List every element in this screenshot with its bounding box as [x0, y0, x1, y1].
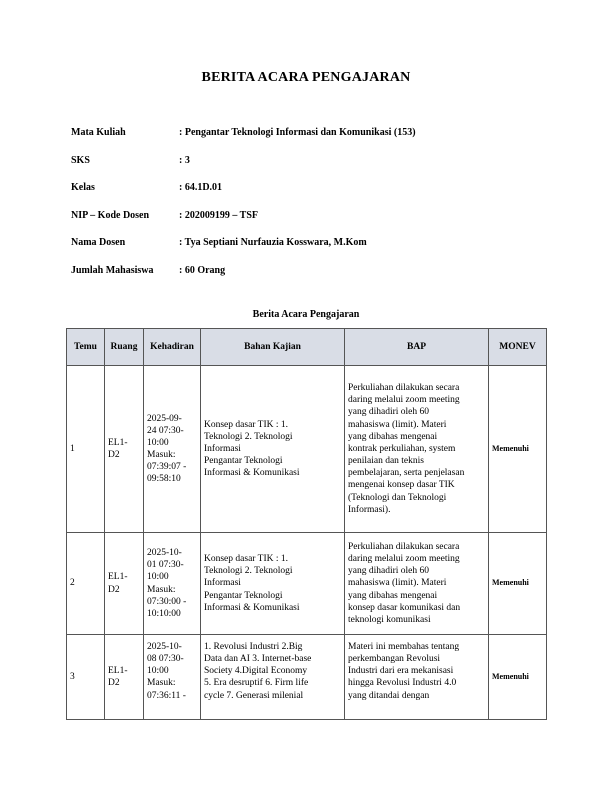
cell-line: daring melalui zoom meeting — [348, 395, 460, 406]
cell-line: Informasi — [204, 443, 241, 454]
cell-line: Informasi & Komunikasi — [204, 468, 300, 479]
cell-line: Materi ini membahas tentang — [348, 642, 460, 652]
cell-line: 01 07:30- — [147, 560, 184, 571]
info-row-class — [71, 182, 416, 210]
cell-line: 07:39:07 - — [147, 462, 187, 473]
cell-line: D2 — [108, 584, 120, 595]
cell-bap — [345, 366, 489, 533]
info-value: : Pengantar Teknologi Informasi dan Komunikasi (153) — [179, 127, 416, 138]
cell-bahan-kajian — [201, 366, 345, 533]
cell-bap — [345, 533, 489, 635]
info-row-nip — [71, 210, 416, 238]
cell-line: 5. Era desruptif 6. Firm life — [204, 678, 309, 689]
header-bap: BAP — [345, 329, 489, 366]
cell-kehadiran — [144, 533, 201, 635]
info-row-course — [71, 127, 416, 155]
teaching-record-table — [66, 328, 547, 720]
cell-line: hingga Revolusi Industri 4.0 — [348, 678, 457, 689]
table-row — [67, 635, 547, 720]
cell-line: Masuk: — [147, 584, 176, 595]
info-row-sks — [71, 155, 416, 183]
info-row-lecturer — [71, 237, 416, 265]
header-monev: MONEV — [489, 329, 547, 366]
info-value: : 64.1D.01 — [179, 182, 223, 194]
table-caption: Berita Acara Pengajaran — [252, 309, 360, 320]
cell-line: Industri dari era mekanisasi — [348, 666, 454, 677]
info-label: Mata Kuliah — [71, 127, 126, 138]
cell-line: yang dihadiri oleh 60 — [348, 407, 429, 418]
cell-ruang — [105, 635, 144, 720]
cell-line: 2025-10- — [147, 548, 182, 559]
cell-temu: 1 — [67, 366, 105, 533]
table-header-row — [67, 329, 547, 366]
cell-line: 10:00 — [147, 437, 169, 448]
cell-line: mengenai konsep dasar TIK — [348, 480, 455, 491]
info-row-students — [71, 265, 416, 293]
cell-line: Perkuliahan dilakukan secara — [348, 541, 460, 552]
cell-line: EL1- — [108, 437, 128, 448]
cell-line: D2 — [108, 678, 120, 688]
cell-line: kontrak perkuliahan, system — [348, 443, 456, 454]
cell-line: teknologi komunikasi — [348, 614, 431, 625]
info-label: NIP – Kode Dosen — [71, 209, 150, 221]
cell-line: Konsep dasar TIK : 1. — [204, 554, 288, 565]
cell-line: Informasi). — [348, 504, 391, 515]
cell-line: Konsep dasar TIK : 1. — [204, 419, 288, 430]
cell-temu: 2 — [67, 533, 105, 635]
course-info — [71, 127, 416, 293]
cell-line: Teknologi 2. Teknologi — [204, 431, 293, 442]
cell-line: (Teknologi dan Teknologi — [348, 492, 447, 503]
table-row — [67, 366, 547, 533]
page-title: BERITA ACARA PENGAJARAN — [201, 70, 411, 85]
cell-line: yang dihadiri oleh 60 — [348, 566, 429, 577]
cell-line: Pengantar Teknologi — [204, 590, 283, 601]
info-label: SKS — [71, 154, 90, 166]
table-row — [67, 533, 547, 635]
cell-line: pembelajaran, serta penjelasan — [348, 468, 465, 479]
info-value: : 3 — [179, 154, 190, 166]
cell-line: Masuk: — [147, 678, 176, 689]
cell-line: cycle 7. Generasi milenial — [204, 690, 304, 701]
info-value: : 60 Orang — [179, 264, 226, 276]
header-ruang: Ruang — [105, 329, 144, 366]
cell-line: Society 4.Digital Economy — [204, 666, 308, 677]
cell-monev: Memenuhi — [489, 635, 547, 720]
header-kehadiran: Kehadiran — [144, 329, 201, 366]
cell-line: Data dan AI 3. Internet-base — [204, 654, 312, 665]
info-value: : Tya Septiani Nurfauzia Kosswara, M.Kom — [179, 237, 367, 249]
cell-line: 09:58:10 — [147, 474, 181, 485]
info-value: : 202009199 – TSF — [179, 209, 258, 221]
cell-line: perkembangan Revolusi — [348, 654, 441, 665]
cell-line: 10:10:00 — [147, 608, 181, 619]
cell-line: 1. Revolusi Industri 2.Big — [204, 642, 303, 652]
info-label: Nama Dosen — [71, 237, 126, 249]
cell-line: Masuk: — [147, 450, 176, 460]
cell-ruang — [105, 366, 144, 533]
cell-bahan-kajian — [201, 533, 345, 635]
cell-line: 10:00 — [147, 666, 169, 677]
cell-line: Informasi & Komunikasi — [204, 602, 300, 613]
cell-kehadiran — [144, 366, 201, 533]
cell-line: 2025-10- — [147, 642, 182, 652]
info-label: Jumlah Mahasiswa — [71, 264, 154, 276]
cell-line: yang dibahas mengenai — [348, 590, 438, 601]
cell-ruang — [105, 533, 144, 635]
cell-line: Informasi — [204, 578, 241, 589]
cell-line: penilaian dan teknis — [348, 456, 424, 467]
cell-line: mahasiswa (limit). Materi — [348, 419, 447, 430]
header-bahan-kajian: Bahan Kajian — [201, 329, 345, 366]
cell-line: EL1- — [108, 665, 128, 676]
cell-line: 24 07:30- — [147, 425, 184, 436]
cell-line: daring melalui zoom meeting — [348, 554, 460, 565]
cell-line: Perkuliahan dilakukan secara — [348, 383, 460, 394]
header-temu: Temu — [67, 329, 105, 366]
cell-line: mahasiswa (limit). Materi — [348, 578, 447, 589]
cell-line: yang dibahas mengenai — [348, 431, 438, 442]
cell-monev: Memenuhi — [489, 366, 547, 533]
cell-line: Pengantar Teknologi — [204, 456, 283, 467]
cell-monev: Memenuhi — [489, 533, 547, 635]
cell-line: 10:00 — [147, 572, 169, 583]
cell-line: 07:30:00 - — [147, 596, 187, 607]
cell-line: Teknologi 2. Teknologi — [204, 566, 293, 577]
info-label: Kelas — [71, 182, 95, 194]
cell-bap — [345, 635, 489, 720]
cell-line: yang ditandai dengan — [348, 690, 430, 701]
cell-bahan-kajian — [201, 635, 345, 720]
cell-line: 07:36:11 - — [147, 690, 186, 701]
cell-line: EL1- — [108, 572, 128, 583]
cell-temu: 3 — [67, 635, 105, 720]
cell-kehadiran — [144, 635, 201, 720]
cell-line: 2025-09- — [147, 413, 182, 424]
cell-line: D2 — [108, 450, 120, 460]
cell-line: 08 07:30- — [147, 654, 184, 665]
cell-line: konsep dasar komunikasi dan — [348, 602, 461, 613]
